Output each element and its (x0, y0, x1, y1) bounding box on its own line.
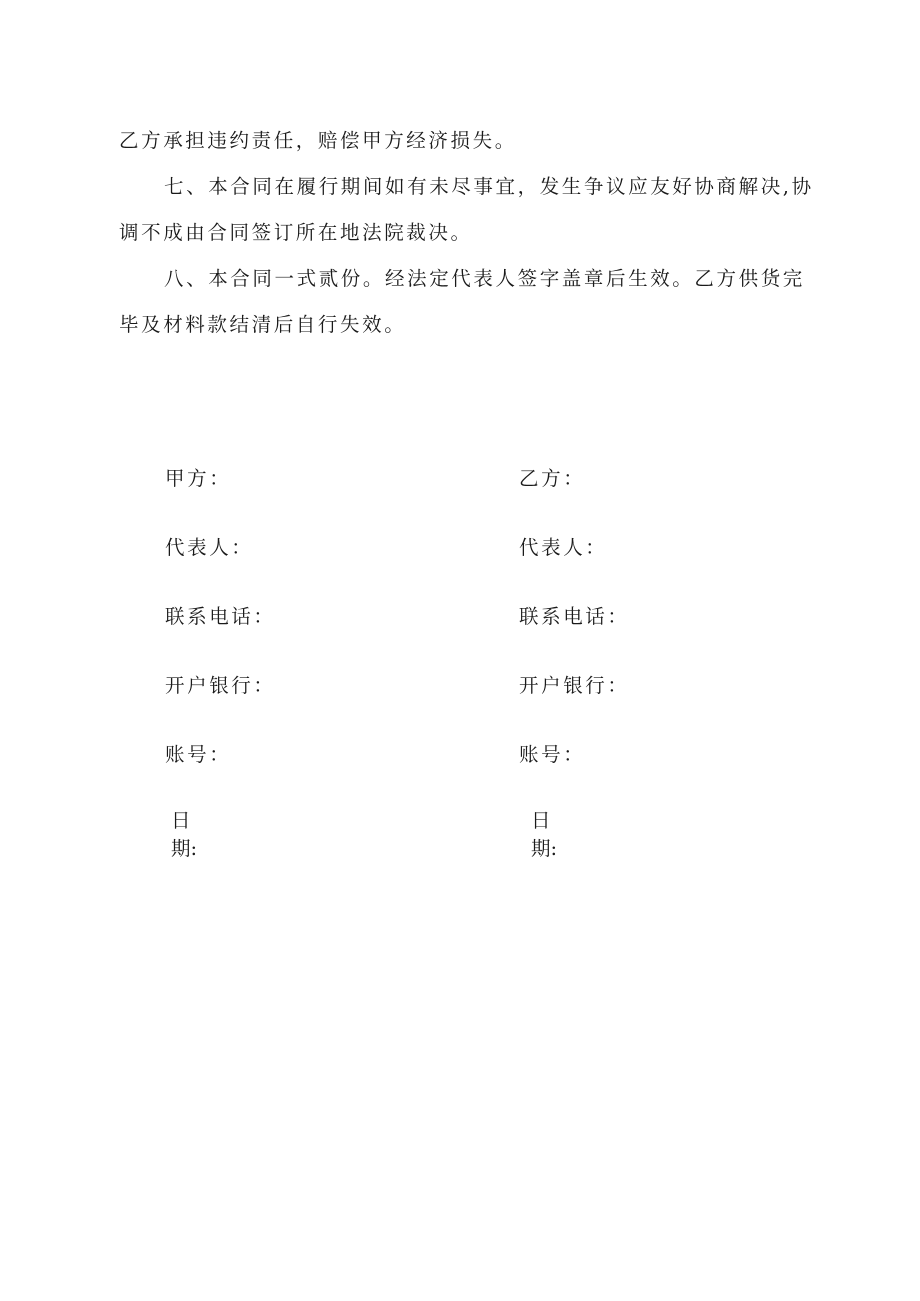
paragraph-clause-seven: 七、本合同在履行期间如有未尽事宜，发生争议应友好协商解决,协调不成由合同签订所在地法院裁决。 (119, 175, 814, 244)
party-a-representative-label: 代表人： (165, 536, 254, 559)
party-a-date-label (171, 807, 211, 863)
party-b-date-line2: 期: (531, 837, 558, 860)
party-a-date-line1: 日 (171, 809, 191, 832)
party-a-label: 甲方： (165, 467, 232, 490)
party-b-signature-block (519, 462, 819, 863)
party-b-bank-label: 开户银行： (519, 674, 630, 697)
paragraph-breach-liability: 乙方承担违约责任，赔偿甲方经济损失。 (119, 129, 517, 152)
party-b-phone-label: 联系电话： (519, 605, 630, 628)
party-a-date-line2: 期: (171, 837, 198, 860)
party-a-bank-label: 开户银行： (165, 674, 276, 697)
party-b-date-line1: 日 (531, 809, 551, 832)
party-b-date-label (531, 807, 571, 863)
party-a-phone-label: 联系电话： (165, 605, 276, 628)
party-a-account-label: 账号： (165, 743, 232, 766)
party-b-representative-label: 代表人： (519, 536, 608, 559)
party-b-account-label: 账号： (519, 743, 586, 766)
party-b-label: 乙方： (519, 467, 586, 490)
contract-body (119, 118, 819, 348)
paragraph-clause-eight: 八、本合同一式贰份。经法定代表人签字盖章后生效。乙方供货完毕及材料款结清后自行失效。 (119, 267, 805, 336)
party-a-signature-block (165, 462, 465, 863)
